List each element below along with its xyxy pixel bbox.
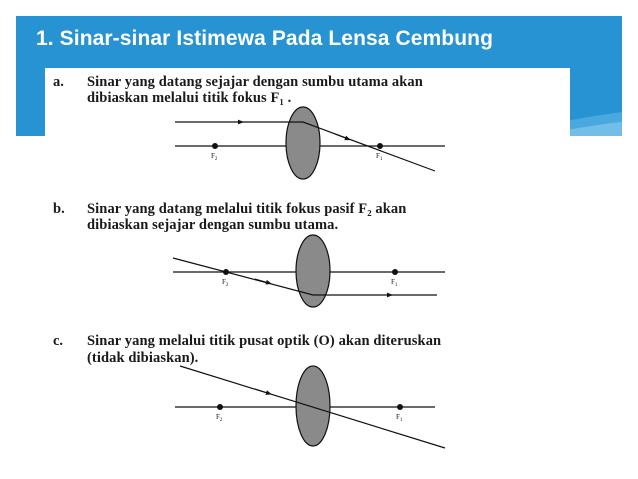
slide-title: 1. Sinar-sinar Istimewa Pada Lensa Cembung bbox=[36, 27, 494, 50]
item-b-line1: Sinar yang datang melalui titik fokus pasif F₂ akan bbox=[87, 201, 407, 217]
svg-text:F2: $F_2$ bbox=[216, 413, 223, 423]
lens-diagrams bbox=[45, 68, 570, 468]
svg-text:F1: $F_1$ bbox=[396, 413, 403, 423]
focus-point-f1-a bbox=[377, 143, 383, 149]
svg-text:F2: $F_2$ bbox=[222, 278, 229, 288]
item-c-letter: c. bbox=[53, 333, 64, 349]
diagram-b bbox=[173, 235, 445, 307]
lens-b bbox=[296, 235, 330, 307]
diagram-c bbox=[175, 366, 445, 448]
lens-a bbox=[286, 107, 320, 179]
item-a-line1: Sinar yang datang sejajar dengan sumbu utama akan bbox=[87, 74, 423, 90]
svg-text:F2: $F_2$ bbox=[211, 152, 218, 162]
focus-point-f1-c bbox=[397, 404, 403, 410]
svg-text:F1: $F_1$ bbox=[391, 278, 398, 288]
focus-point-f1-b bbox=[392, 269, 398, 275]
focus-point-f2-c bbox=[217, 404, 223, 410]
focus-point-f2-a bbox=[212, 143, 218, 149]
item-b-letter: b. bbox=[53, 201, 65, 217]
lens-c bbox=[296, 366, 330, 446]
item-a-line2: dibiaskan melalui titik fokus F₁ . bbox=[87, 90, 292, 106]
svg-text:F1: $F_1$ bbox=[376, 152, 383, 162]
item-c-line1: Sinar yang melalui titik pusat optik (O) akan diteruskan bbox=[87, 333, 442, 349]
content-panel bbox=[45, 68, 570, 468]
diagram-a bbox=[175, 107, 445, 179]
item-a-letter: a. bbox=[53, 74, 64, 90]
focus-point-f2-b bbox=[223, 269, 229, 275]
item-c-line2: (tidak dibiaskan). bbox=[87, 350, 199, 366]
item-b-line2: dibiaskan sejajar dengan sumbu utama. bbox=[87, 217, 339, 233]
